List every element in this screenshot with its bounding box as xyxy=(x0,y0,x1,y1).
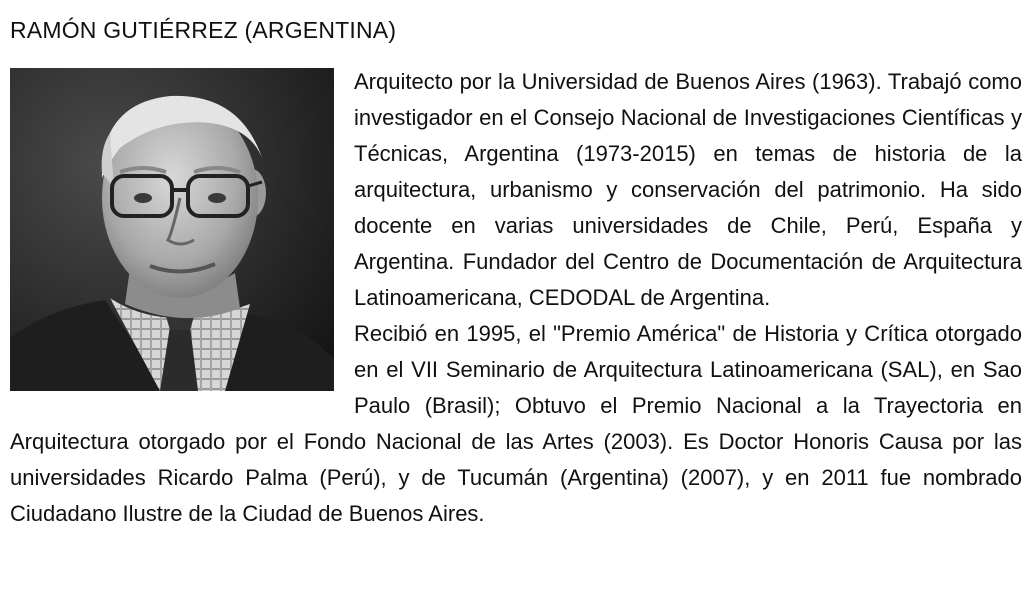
page-title: RAMÓN GUTIÉRREZ (ARGENTINA) xyxy=(10,17,397,43)
biography xyxy=(10,64,1022,532)
bio-paragraph-2: Recibió en 1995, el "Premio América" de Historia y Crítica otorgado en el VII Seminario de Arquitectura Latinoamericana (SAL), en Sao Paulo (Brasil); Obtuvo el Premio Nacional a la Trayectoria en Arquitectura otorgado por el Fondo Nacional de las Artes (2003). Es Doctor Honoris Causa por las universidades Ricardo Palma (Perú), y de Tucumán (Argentina) (2007), y en 2011 fue nombrado Ciudadano Ilustre de la Ciudad de Buenos Aires. xyxy=(10,321,1022,526)
bio-paragraph-1: Arquitecto por la Universidad de Buenos Aires (1963). Trabajó como investigador en el Consejo Nacional de Investigaciones Científicas y Técnicas, Argentina (1973-2015) en temas de historia de la arquitectura, urbanismo y conservación del patrimonio. Ha sido docente en varias universidades de Chile, Perú, España y Argentina. Fundador del Centro de Documentación de Arquitectura Latinoamericana, CEDODAL de Argentina. xyxy=(354,69,1022,310)
photo-wrap-spacer xyxy=(10,64,354,396)
